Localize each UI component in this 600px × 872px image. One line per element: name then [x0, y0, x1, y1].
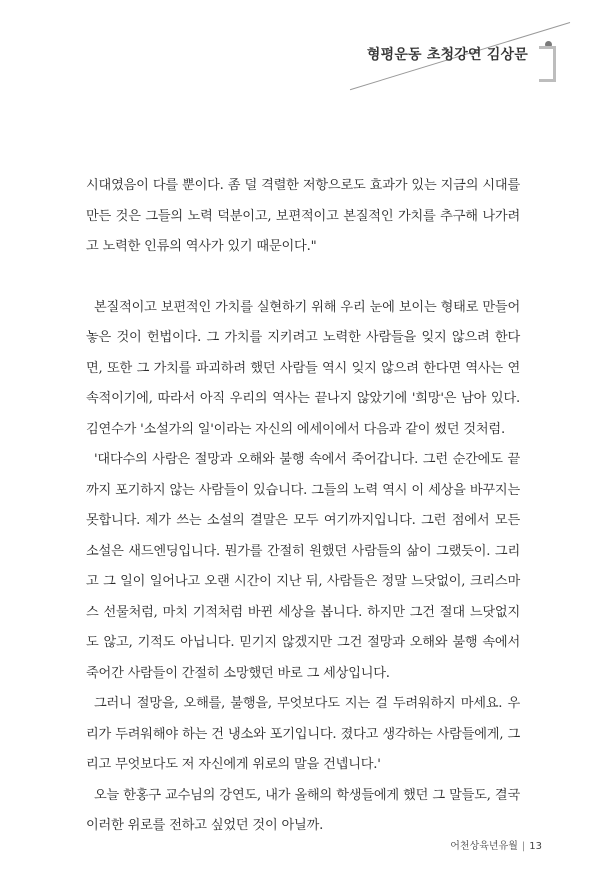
page-number: 13: [529, 841, 542, 852]
paragraph-2: 본질적이고 보편적인 가치를 실현하기 위해 우리 눈에 보이는 형태로 만들어 놓은 것이 헌법이다. 그 가치를 지키려고 노력한 사람들을 잊지 않으려 한다면, 또한 그 가치를 파괴하려 했던 사람들 역시 잊지 않으려 한다면 역사는 연속적이기에, 따라서 아직 우리의 역사는 끝나지 않았기에 '희망'은 남아 있다. 김연수가 '소설가의 일'이라는 자신의 에세이에서 다음과 같이 썼던 것처럼.: [86, 299, 520, 437]
paragraph-3-quote: '대다수의 사람은 절망과 오해와 불행 속에서 죽어갑니다. 그런 순간에도 끝까지 포기하지 않는 사람들이 있습니다. 그들의 노력 역시 이 세상을 바꾸지는 못합니다. 제가 쓰는 소설의 결말은 모두 여기까지입니다. 그런 점에서 모든 소설은 새드엔딩입니다. 뭔가를 간절히 원했던 사람들의 삶이 그랬듯이. 그리고 그 일이 일어나고 오랜 시간이 지난 뒤, 사람들은 정말 느닷없이, 크리스마스 선물처럼, 마치 기적처럼 바뀐 세상을 봅니다. 하지만 그건 절대 느닷없지도 않고, 기적도 아닙니다. 믿기지 않겠지만 그건 절망과 오해와 불행 속에서 죽어간 사람들이 간절히 소망했던 바로 그 세상입니다.: [86, 452, 520, 681]
paragraph-5: 오늘 한홍구 교수님의 강연도, 내가 올해의 학생들에게 했던 그 말들도, 결국 이러한 위로를 전하고 싶었던 것이 아닐까.: [86, 787, 520, 833]
body-text: [86, 171, 520, 842]
footer-book-title: 어천상육년유월: [450, 841, 518, 852]
footer-separator: |: [521, 841, 526, 852]
header-decoration-bracket: [539, 46, 556, 82]
paragraph-gap: [86, 263, 520, 293]
page-footer: [450, 837, 542, 852]
paragraph-4-quote: 그러니 절망을, 오해를, 불행을, 무엇보다도 지는 걸 두려워하지 마세요. 우리가 두려워해야 하는 건 냉소와 포기입니다. 졌다고 생각하는 사람들에게, 그리고 무엇보다도 저 자신에게 위로의 말을 건넵니다.': [86, 696, 520, 772]
paragraph-1: 시대였음이 다를 뿐이다. 좀 덜 격렬한 저항으로도 효과가 있는 지금의 시대를 만든 것은 그들의 노력 덕분이고, 보편적이고 본질적인 가치를 추구해 나가려고 노력한 인류의 역사가 있기 때문이다.": [86, 178, 520, 254]
running-header-title: 형평운동 초청강연 김상문: [366, 47, 528, 63]
